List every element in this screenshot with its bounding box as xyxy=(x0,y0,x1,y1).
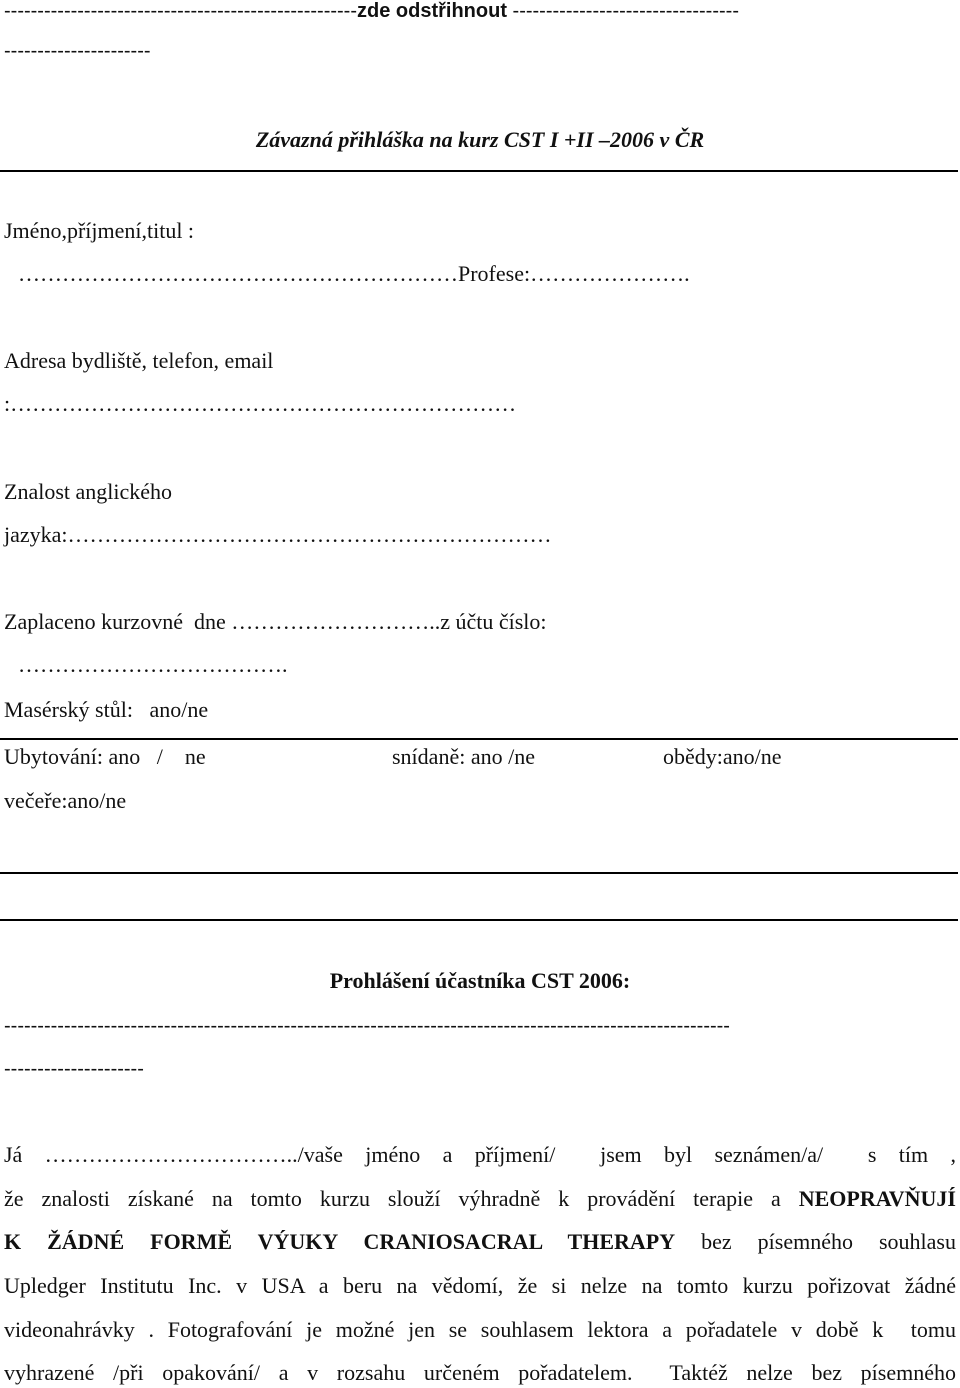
name-profession-line xyxy=(18,261,690,287)
address-label: Adresa bydliště, telefon, email xyxy=(4,348,274,373)
declaration-line-1: Já ……………………………../vaše jméno a příjmení/ jsem byl seznámen/a/ s tím , xyxy=(4,1142,956,1167)
declaration-line-3-text: bez písemného souhlasu xyxy=(675,1229,956,1254)
declaration-line-2-bold: NEOPRAVŇUJÍ xyxy=(798,1186,956,1211)
rule-before-lodging xyxy=(0,738,958,740)
declaration-line-3-bold: K ŽÁDNÉ FORMĚ VÝUKY CRANIOSACRAL THERAPY xyxy=(4,1229,676,1254)
declaration-line-5: videonahrávky . Fotografování je možné jen se souhlasem lektora a pořadatele v době k tomu xyxy=(4,1317,956,1342)
declaration-line-2-text: že znalosti získané na tomto kurzu slouží výhradně k provádění terapie a xyxy=(4,1186,799,1211)
declaration-line-6: vyhrazené /při opakování/ a v rozsahu určeném pořadatelem. Taktéž nelze bez písemného xyxy=(4,1360,956,1385)
rule-under-title xyxy=(0,170,958,172)
name-label: Jméno,příjmení,titul : xyxy=(4,218,195,243)
name-dots: …………………………………………………… xyxy=(18,261,458,286)
address-dots: :…………………………………………………………… xyxy=(4,391,517,416)
declaration-dashes: ------------------------------------------------------------------------------------------------------------- xyxy=(4,1015,730,1037)
declaration-line-3 xyxy=(4,1229,956,1255)
rule-2 xyxy=(0,919,958,921)
rule-1 xyxy=(0,872,958,874)
declaration-line-4: Upledger Institutu Inc. v USA a beru na vědomí, že si nelze na tomto kurzu pořizovat žádné xyxy=(4,1273,956,1298)
dinner-label: večeře:ano/ne xyxy=(4,788,127,813)
lunch-label: obědy:ano/ne xyxy=(663,744,782,769)
declaration-dashes-wrap: --------------------- xyxy=(4,1058,144,1080)
payment-label: Zaplaceno kurzovné dne ………………………..z účtu číslo: xyxy=(4,609,547,634)
lodging-label: Ubytování: ano / ne xyxy=(4,744,206,769)
cut-line xyxy=(4,0,739,24)
breakfast-label: snídaně: ano /ne xyxy=(392,744,535,769)
english-dots: jazyka:………………………………………………………… xyxy=(4,522,552,547)
profession-label: Profese:…………………. xyxy=(458,261,690,286)
cut-line-dashes-left: ----------------------------------------------------- xyxy=(4,0,357,22)
account-dots: ………………………………. xyxy=(18,652,288,677)
cut-line-dashes-right: ---------------------------------- xyxy=(506,0,739,22)
english-label: Znalost anglického xyxy=(4,479,173,504)
declaration-line-2 xyxy=(4,1186,956,1212)
form-title: Závazná přihláška na kurz CST I +II –2006 v ČR xyxy=(255,127,705,152)
massage-table-label: Masérský stůl: ano/ne xyxy=(4,697,209,722)
cut-here-label: zde odstřihnout xyxy=(357,0,507,22)
declaration-title: Prohlášení účastníka CST 2006: xyxy=(329,968,631,993)
cut-line-wrap: ---------------------- xyxy=(4,40,151,62)
